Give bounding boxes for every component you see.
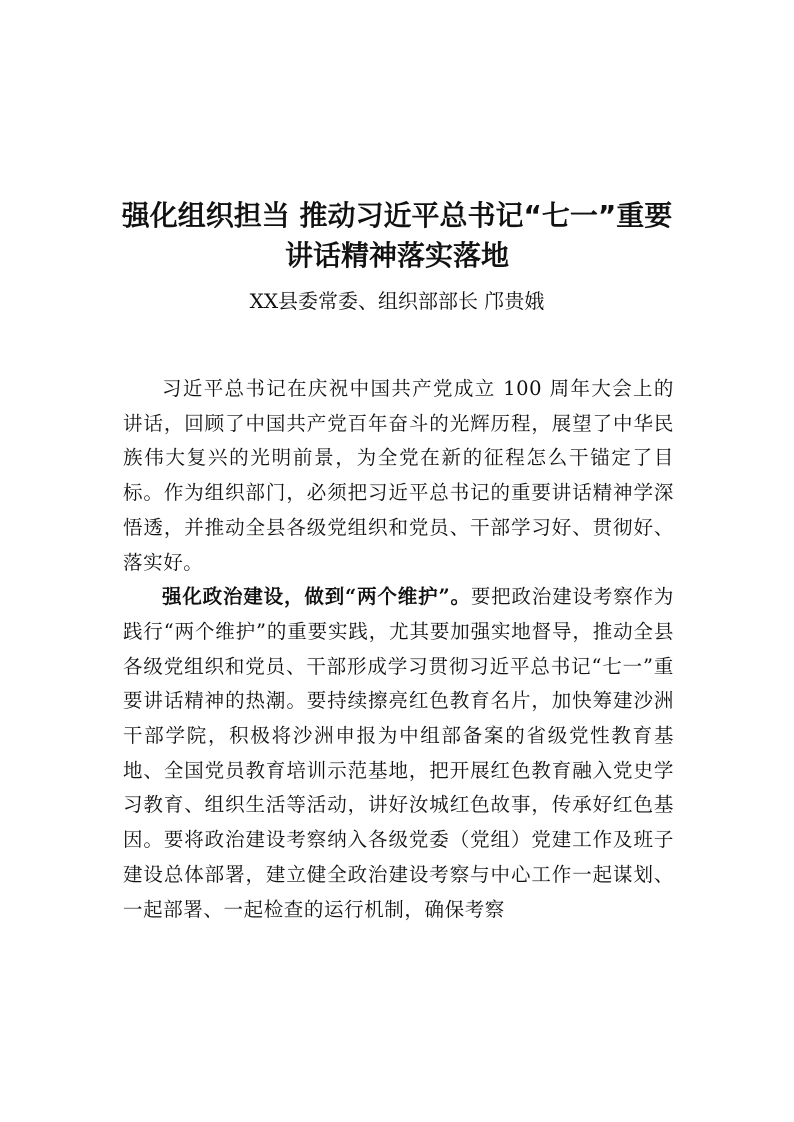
author-byline: XX县委常委、组织部部长 邝贵娥 bbox=[249, 289, 545, 313]
document-title: 强化组织担当 推动习近平总书记“七一”重要讲话精神落实落地 bbox=[121, 199, 673, 272]
paragraph-text: 习近平总书记在庆祝中国共产党成立 100 周年大会上的讲话，回顾了中国共产党百年奋斗的光辉历程，展望了中华民族伟大复兴的光明前景，为全党在新的征程怎么干锚定了目标。作为组织部门，必须把习近平总书记的重要讲话精神学深悟透，并推动全县各级党组织和党员、干部学习好、贯彻好、落实好。 bbox=[123, 377, 674, 574]
paragraph-political-building bbox=[123, 580, 674, 927]
document-body bbox=[123, 372, 674, 927]
paragraph-intro bbox=[123, 372, 674, 580]
paragraph-text: 要把政治建设考察作为践行“两个维护”的重要实践，尤其要加强实地督导，推动全县各级党组织和党员、干部形成学习贯彻习近平总书记“七一”重要讲话精神的热潮。要持续擦亮红色教育名片，加快筹建沙洲干部学院，积极将沙洲申报为中组部备案的省级党性教育基地、全国党员教育培训示范基地，把开展红色教育融入党史学习教育、组织生活等活动，讲好汝城红色故事，传承好红色基因。要将政治建设考察纳入各级党委（党组）党建工作及班子建设总体部署，建立健全政治建设考察与中心工作一起谋划、一起部署、一起检查的运行机制，确保考察 bbox=[123, 585, 674, 921]
paragraph-lead-heading: 强化政治建设，做到“两个维护”。 bbox=[162, 585, 471, 609]
